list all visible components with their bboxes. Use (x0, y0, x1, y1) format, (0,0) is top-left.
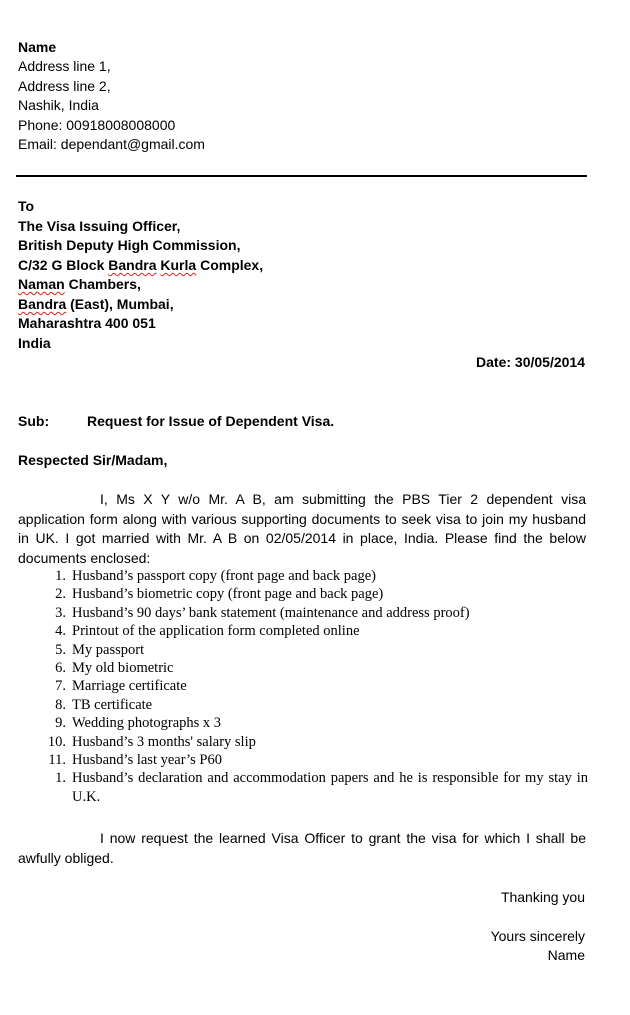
body-paragraph-text: I, Ms X Y w/o Mr. A B, am submitting the PBS Tier 2 dependent visa application form along with various supporting documents to seek visa to join my husband in UK. I got married with Mr. A B on 02/05/2014 in place, India. Please find the below documents enclosed: (18, 491, 586, 566)
subject-text: Request for Issue of Dependent Visa. (87, 413, 335, 429)
recipient-line-2: British Deputy High Commission, (18, 237, 241, 253)
document-list-number: 2. (55, 586, 66, 603)
sender-name: Name (18, 39, 57, 55)
document-list-text: Husband’s last year’s P60 (72, 752, 222, 769)
sender-address-line-1: Address line 1, (18, 58, 111, 74)
document-list-item (18, 696, 588, 714)
document-list-text: Printout of the application form completed online (72, 623, 360, 640)
document-list-number: 1. (55, 770, 66, 787)
document-list-item (18, 641, 588, 659)
document-list-text: TB certificate (72, 696, 153, 713)
sender-phone: Phone: 00918008008000 (18, 117, 176, 133)
spellcheck-word-kurla: Kurla (160, 257, 197, 273)
recipient-line-3-pre: C/32 G Block (18, 257, 109, 273)
closing-paragraph-text: I now request the learned Visa Officer to grant the visa for which I shall be awfully obliged. (18, 830, 586, 866)
document-list-text: Marriage certificate (72, 678, 187, 695)
subject-label: Sub: (18, 413, 50, 429)
document-list-number: 10. (47, 733, 66, 750)
document-list-item (18, 769, 588, 806)
closing-sign-off: Yours sincerely (490, 928, 585, 944)
document-list-number: 11. (48, 752, 66, 769)
spellcheck-word-bandra-east: Bandra (18, 296, 67, 312)
document-list-item (18, 567, 588, 585)
sender-email: Email: dependant@gmail.com (18, 136, 205, 152)
document-list-item (18, 751, 588, 769)
document-list-item (18, 585, 588, 603)
recipient-line-7: India (18, 335, 51, 351)
spellcheck-word-naman: Naman (18, 276, 65, 292)
document-list-item (18, 659, 588, 677)
document-list-number: 5. (55, 641, 66, 658)
document-list-number: 6. (55, 660, 66, 677)
document-list-text: My passport (72, 641, 145, 658)
document-list-text: Wedding photographs x 3 (72, 715, 222, 732)
sender-address-line-2: Address line 2, (18, 78, 111, 94)
document-list-item (18, 677, 588, 695)
recipient-line-4-post: Chambers, (64, 276, 141, 292)
documents-list (18, 567, 588, 806)
document-list-text: Husband’s 90 days’ bank statement (maintenance and address proof) (72, 604, 470, 621)
recipient-to: To (18, 198, 35, 214)
recipient-line-4 (18, 275, 141, 294)
document-list-item (18, 622, 588, 640)
document-list-number: 8. (55, 696, 66, 713)
document-list-item (18, 714, 588, 732)
salutation: Respected Sir/Madam, (18, 452, 168, 468)
document-list-item (18, 604, 588, 622)
document-list-text: Husband’s biometric copy (front page and back page) (72, 586, 384, 603)
recipient-line-5-post: (East), Mumbai, (66, 296, 174, 312)
recipient-line-6: Maharashtra 400 051 (18, 315, 156, 331)
closing-signatory-name: Name (547, 947, 585, 963)
header-divider (16, 175, 587, 177)
document-list-number: 4. (55, 623, 66, 640)
spellcheck-word-bandra: Bandra (108, 257, 157, 273)
document-list-number: 9. (55, 715, 66, 732)
recipient-line-5 (18, 295, 174, 314)
sender-city: Nashik, India (18, 97, 99, 113)
recipient-line-3 (18, 256, 263, 275)
document-list-number: 3. (55, 604, 66, 621)
recipient-line-3-post: Complex, (196, 257, 264, 273)
letter-date: Date: 30/05/2014 (476, 354, 585, 370)
recipient-line-1: The Visa Issuing Officer, (18, 218, 181, 234)
closing-thanks: Thanking you (500, 889, 585, 905)
document-list-text: Husband’s declaration and accommodation papers and he is responsible for my stay in U.K. (72, 770, 588, 805)
document-list-text: My old biometric (72, 660, 174, 677)
body-paragraph (18, 490, 586, 568)
closing-paragraph (18, 829, 586, 868)
document-list-number: 7. (55, 678, 66, 695)
document-list-text: Husband’s 3 months' salary slip (72, 733, 256, 750)
document-list-number: 1. (55, 568, 66, 584)
document-list-text: Husband’s passport copy (front page and back page) (72, 568, 377, 584)
document-list-item (18, 733, 588, 751)
